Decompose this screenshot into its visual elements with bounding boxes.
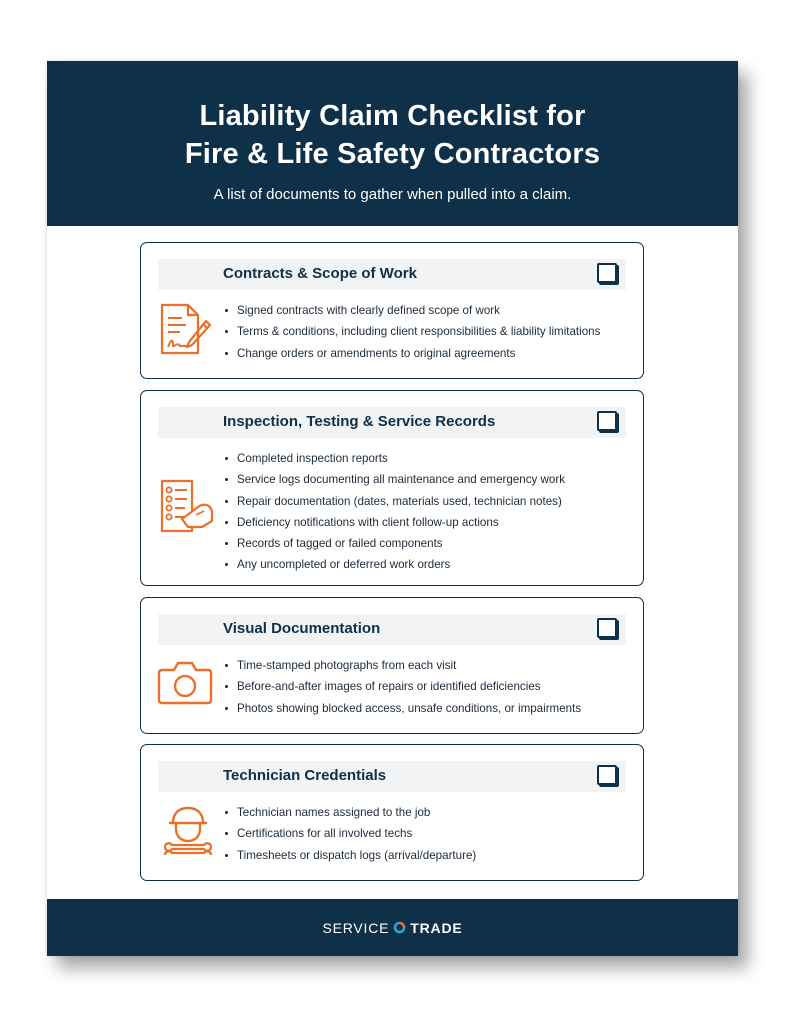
list-item: Technician names assigned to the job: [225, 802, 476, 823]
section-title: Visual Documentation: [223, 620, 381, 637]
section-item-list: [225, 448, 565, 576]
checklist-clipboard-icon: [158, 477, 216, 537]
section-checkbox[interactable]: [597, 765, 617, 785]
list-item: Completed inspection reports: [225, 448, 565, 469]
title-line-2: Fire & Life Safety Contractors: [184, 138, 601, 170]
list-item: Any uncompleted or deferred work orders: [225, 554, 565, 575]
page-title: [47, 97, 738, 173]
section-card-inspection: [140, 390, 644, 586]
section-checkbox[interactable]: [597, 263, 617, 283]
section-item-list: [225, 655, 581, 719]
list-item: Time-stamped photographs from each visit: [225, 655, 581, 676]
section-checkbox[interactable]: [597, 411, 617, 431]
list-item: Service logs documenting all maintenance and emergency work: [225, 469, 565, 490]
contract-signing-icon: [158, 301, 212, 361]
list-item: Timesheets or dispatch logs (arrival/departure): [225, 845, 476, 866]
section-card-technician: [140, 744, 644, 881]
list-item: Terms & conditions, including client responsibilities & liability limitations: [225, 321, 600, 342]
page-subtitle: A list of documents to gather when pulled into a claim.: [213, 186, 572, 203]
list-item: Certifications for all involved techs: [225, 823, 476, 844]
list-item: Before-and-after images of repairs or identified deficiencies: [225, 676, 581, 697]
section-item-list: [225, 300, 600, 364]
technician-wrench-icon: [161, 803, 215, 861]
list-item: Change orders or amendments to original agreements: [225, 343, 600, 364]
checklist-page: [47, 61, 738, 956]
brand-ring-icon: [393, 921, 406, 934]
list-item: Photos showing blocked access, unsafe conditions, or impairments: [225, 698, 581, 719]
section-checkbox[interactable]: [597, 618, 617, 638]
header-banner: [47, 61, 738, 226]
title-line-1: Liability Claim Checklist for: [199, 100, 586, 132]
section-title: Contracts & Scope of Work: [223, 265, 417, 282]
list-item: Deficiency notifications with client follow-up actions: [225, 512, 565, 533]
brand-service-text: SERVICE: [322, 919, 390, 936]
list-item: Repair documentation (dates, materials used, technician notes): [225, 491, 565, 512]
list-item: Signed contracts with clearly defined scope of work: [225, 300, 600, 321]
list-item: Records of tagged or failed components: [225, 533, 565, 554]
section-card-contracts: [140, 242, 644, 379]
section-card-visual: [140, 597, 644, 734]
section-title: Technician Credentials: [223, 767, 387, 784]
brand-trade-text: TRADE: [410, 919, 463, 936]
section-title: Inspection, Testing & Service Records: [223, 413, 496, 430]
camera-icon: [156, 658, 214, 708]
section-item-list: [225, 802, 476, 866]
footer-banner: [47, 899, 738, 956]
